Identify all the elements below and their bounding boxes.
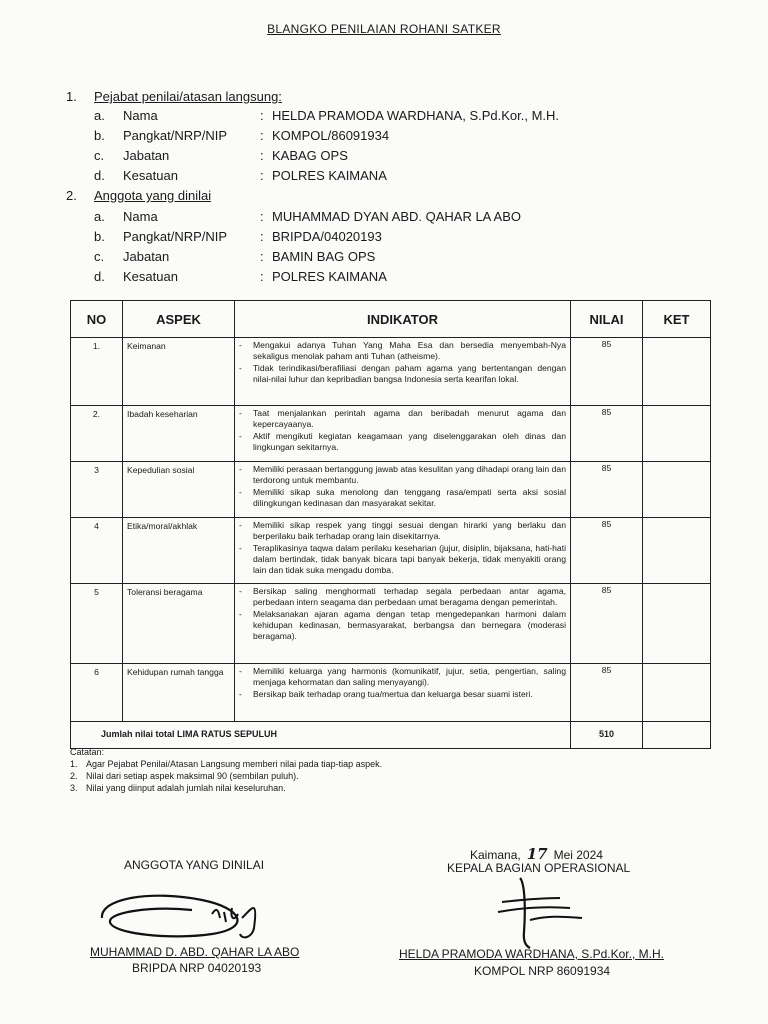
- indicator-item: [239, 431, 566, 454]
- indicator-text: Mengakui adanya Tuhan Yang Maha Esa dan bersedia menyembah-Nya sekaligus menolak paham anti Tuhan (atheisme).: [253, 340, 566, 362]
- row-value: HELDA PRAMODA WARDHANA, S.Pd.Kor., M.H.: [272, 108, 560, 123]
- date-month-year: Mei 2024: [553, 848, 603, 862]
- row-key: Pangkat/NRP/NIP: [123, 229, 228, 244]
- section-number: 1.: [66, 89, 77, 104]
- cell-no: 3: [71, 462, 123, 518]
- cell-nilai: 85: [571, 338, 643, 406]
- bullet-dash: -: [239, 408, 242, 418]
- indicator-text: Memiliki sikap respek yang tinggi sesuai dengan hirarki yang berlaku dan berperilaku baik terhadap orang lain disekitarnya.: [253, 520, 566, 542]
- table-row: [71, 462, 711, 518]
- right-signature-icon: [490, 872, 590, 952]
- header-ket: KET: [643, 301, 711, 338]
- row-value: BRIPDA/04020193: [272, 229, 382, 244]
- cell-indikator: [235, 406, 571, 462]
- note-index: 2.: [70, 771, 78, 781]
- document-title: BLANGKO PENILAIAN ROHANI SATKER: [267, 22, 501, 36]
- bullet-dash: -: [239, 340, 242, 350]
- header-indikator: INDIKATOR: [235, 301, 571, 338]
- note-item: [70, 758, 382, 770]
- cell-indikator: [235, 664, 571, 722]
- bullet-dash: -: [239, 608, 242, 619]
- indicator-text: Memiliki keluarga yang harmonis (komunikatif, jujur, setia, pengertian, saling menjaga kehormatan dan saling menyayangi).: [253, 666, 566, 688]
- bullet-dash: -: [239, 362, 242, 373]
- section-2-row: [94, 248, 375, 266]
- row-value: BAMIN BAG OPS: [272, 249, 376, 264]
- row-letter: a.: [94, 209, 105, 224]
- row-colon: :: [260, 249, 264, 264]
- cell-nilai: 85: [571, 406, 643, 462]
- row-value: POLRES KAIMANA: [272, 168, 387, 183]
- indicator-text: Teraplikasinya taqwa dalam perilaku keseharian (jujur, disiplin, bijaksana, hati-hati dalam bertindak, tidak banyak bicara tapi banyak bekerja, tidak menyakiti orang lain dan tidak suka mengadu domba.: [253, 542, 566, 576]
- row-key: Kesatuan: [123, 269, 178, 284]
- note-item: [70, 770, 382, 782]
- indicator-text: Aktif mengikuti kegiatan keagamaan yang diselenggarakan oleh dinas dan lingkungan sekitarnya.: [253, 430, 566, 452]
- row-colon: :: [260, 148, 264, 163]
- cell-indikator: [235, 338, 571, 406]
- table-total-row: [71, 722, 711, 749]
- section-label: Anggota yang dinilai: [94, 188, 212, 203]
- table-row: [71, 518, 711, 584]
- cell-ket: [643, 584, 711, 664]
- bullet-dash: -: [239, 688, 242, 699]
- bullet-dash: -: [239, 520, 242, 530]
- cell-nilai: 85: [571, 462, 643, 518]
- notes-heading: Catatan:: [70, 747, 105, 757]
- header-aspek: ASPEK: [123, 301, 235, 338]
- section-2-heading: [66, 188, 211, 203]
- cell-ket: [643, 338, 711, 406]
- cell-nilai: 85: [571, 584, 643, 664]
- row-letter: c.: [94, 148, 105, 163]
- indicator-text: Taat menjalankan perintah agama dan beribadah menurut agama dan kepercayaanya.: [253, 408, 566, 430]
- section-1-row: [94, 107, 559, 125]
- indicator-item: [239, 609, 566, 643]
- header-no: NO: [71, 301, 123, 338]
- indicator-item: [239, 464, 566, 487]
- indicator-text: Memiliki sikap suka menolong dan tenggang rasa/empati serta aksi sosial dilingkungan kedinasan dan masyarakat sekitar.: [253, 486, 566, 508]
- cell-nilai: 85: [571, 518, 643, 584]
- row-value: KABAG OPS: [272, 148, 348, 163]
- cell-no: 5: [71, 584, 123, 664]
- right-signer-rank: KOMPOL NRP 86091934: [474, 964, 611, 978]
- row-colon: :: [260, 128, 264, 143]
- cell-no: 4: [71, 518, 123, 584]
- left-signature-icon: [92, 878, 282, 948]
- cell-no: 6: [71, 664, 123, 722]
- cell-aspek: Toleransi beragama: [123, 584, 235, 664]
- row-letter: b.: [94, 229, 105, 244]
- bullet-dash: -: [239, 542, 242, 553]
- section-2-row: [94, 268, 387, 286]
- note-index: 1.: [70, 759, 78, 769]
- row-letter: d.: [94, 269, 105, 284]
- assessment-table: [70, 300, 711, 749]
- right-signer-name: HELDA PRAMODA WARDHANA, S.Pd.Kor., M.H.: [399, 947, 664, 961]
- cell-aspek: Kepedulian sosial: [123, 462, 235, 518]
- indicator-item: [239, 487, 566, 510]
- cell-aspek: Etika/moral/akhlak: [123, 518, 235, 584]
- row-letter: d.: [94, 168, 105, 183]
- row-value: POLRES KAIMANA: [272, 269, 387, 284]
- section-1-row: [94, 147, 348, 165]
- row-value: KOMPOL/86091934: [272, 128, 390, 143]
- cell-ket: [643, 518, 711, 584]
- notes: [70, 746, 382, 794]
- cell-nilai: 85: [571, 664, 643, 722]
- row-key: Jabatan: [123, 249, 170, 264]
- note-index: 3.: [70, 783, 78, 793]
- bullet-dash: -: [239, 586, 242, 596]
- total-ket: [643, 722, 711, 749]
- bullet-dash: -: [239, 666, 242, 676]
- indicator-text: Melaksanakan ajaran agama dengan tetap mengedepankan harmoni dalam kehidupan kedinasan, bermasyarakat, berbangsa dan bernegara (moderasi beragama).: [253, 608, 566, 642]
- row-value: MUHAMMAD DYAN ABD. QAHAR LA ABO: [272, 209, 521, 224]
- row-key: Nama: [123, 108, 158, 123]
- note-text: Nilai dari setiap aspek maksimal 90 (sembilan puluh).: [86, 771, 299, 781]
- row-key: Nama: [123, 209, 158, 224]
- row-colon: :: [260, 229, 264, 244]
- row-key: Pangkat/NRP/NIP: [123, 128, 228, 143]
- cell-ket: [643, 664, 711, 722]
- cell-no: 2.: [71, 406, 123, 462]
- right-signer-role: KEPALA BAGIAN OPERASIONAL: [447, 861, 631, 875]
- cell-no: 1.: [71, 338, 123, 406]
- row-colon: :: [260, 108, 264, 123]
- row-key: Kesatuan: [123, 168, 178, 183]
- left-signer-rank: BRIPDA NRP 04020193: [132, 961, 262, 975]
- indicator-item: [239, 586, 566, 609]
- indicator-item: [239, 543, 566, 577]
- section-label: Pejabat penilai/atasan langsung:: [94, 89, 282, 104]
- bullet-dash: -: [239, 430, 242, 441]
- section-1-row: [94, 167, 387, 185]
- row-colon: :: [260, 168, 264, 183]
- bullet-dash: -: [239, 486, 242, 497]
- total-label: Jumlah nilai total LIMA RATUS SEPULUH: [71, 722, 571, 749]
- cell-aspek: Ibadah keseharian: [123, 406, 235, 462]
- table-row: [71, 406, 711, 462]
- cell-indikator: [235, 462, 571, 518]
- section-1-heading: [66, 89, 282, 104]
- indicator-item: [239, 666, 566, 689]
- date-day-handwritten: 17: [526, 845, 548, 863]
- cell-indikator: [235, 584, 571, 664]
- note-text: Nilai yang diinput adalah jumlah nilai keseluruhan.: [86, 783, 286, 793]
- cell-ket: [643, 462, 711, 518]
- indicator-text: Bersikap saling menghormati terhadap segala perbedaan antar agama, perbedaan intern seagama dan perbedaan umat beragama dengan pemerintah.: [253, 586, 566, 608]
- left-signer-role: ANGGOTA YANG DINILAI: [124, 858, 265, 872]
- cell-aspek: Keimanan: [123, 338, 235, 406]
- row-letter: c.: [94, 249, 105, 264]
- indicator-text: Bersikap baik terhadap orang tua/mertua dan keluarga besar suami isteri.: [253, 688, 533, 699]
- indicator-text: Tidak terindikasi/berafiliasi dengan paham agama yang bertentangan dengan nilai-nilai luhur dan kepribadian bangsa Indonesia serta kearifan lokal.: [253, 362, 566, 384]
- total-value: 510: [571, 722, 643, 749]
- indicator-item: [239, 408, 566, 431]
- row-colon: :: [260, 269, 264, 284]
- left-signer-name: MUHAMMAD D. ABD. QAHAR LA ABO: [90, 945, 300, 959]
- row-colon: :: [260, 209, 264, 224]
- section-2-row: [94, 228, 382, 246]
- table-row: [71, 584, 711, 664]
- section-1-row: [94, 127, 389, 145]
- header-nilai: NILAI: [571, 301, 643, 338]
- table-row: [71, 664, 711, 722]
- table-header-row: [71, 301, 711, 338]
- row-letter: a.: [94, 108, 105, 123]
- note-item: [70, 782, 382, 794]
- cell-ket: [643, 406, 711, 462]
- row-key: Jabatan: [123, 148, 170, 163]
- note-text: Agar Pejabat Penilai/Atasan Langsung memberi nilai pada tiap-tiap aspek.: [86, 759, 383, 769]
- cell-aspek: Kehidupan rumah tangga: [123, 664, 235, 722]
- table-row: [71, 338, 711, 406]
- row-letter: b.: [94, 128, 105, 143]
- indicator-item: [239, 340, 566, 363]
- section-2-row: [94, 208, 521, 226]
- indicator-item: [239, 689, 566, 700]
- section-number: 2.: [66, 188, 77, 203]
- cell-indikator: [235, 518, 571, 584]
- bullet-dash: -: [239, 464, 242, 474]
- indicator-item: [239, 363, 566, 386]
- date-place: Kaimana,: [470, 848, 521, 862]
- indicator-item: [239, 520, 566, 543]
- indicator-text: Memiliki perasaan bertanggung jawab atas kesulitan yang dihadapi orang lain dan terdorong untuk membantu.: [253, 464, 566, 486]
